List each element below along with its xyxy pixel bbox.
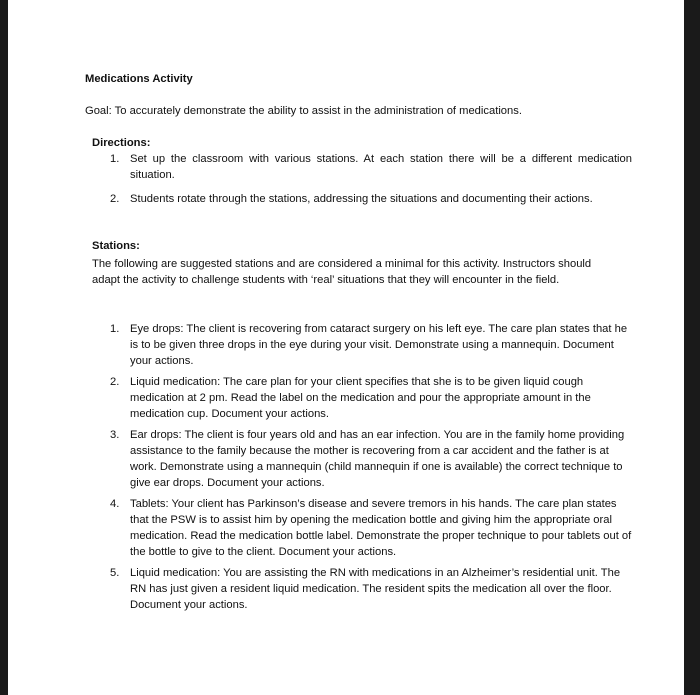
item-number: 2. [110, 376, 120, 388]
directions-item [92, 151, 632, 183]
directions-list [92, 151, 632, 215]
stations-heading: Stations: [92, 240, 140, 252]
station-item [92, 321, 632, 369]
item-text: Ear drops: The client is four years old and has an ear infection. You are in the family home providing assistance to the family because the mother is recovering from a car accident and the father is at work. Demonstrate using a mannequin (child mannequin if one is available) the correct technique to give ear drops. Document your actions. [130, 429, 625, 489]
item-text: Tablets: Your client has Parkinson’s disease and severe tremors in his hands. The care plan states that the PSW is to assist him by opening the medication bottle and giving him the appropriate oral medication. Read the medication bottle label. Demonstrate the proper technique to pour tablets out of the bottle to give to the client. Document your actions. [130, 498, 632, 558]
item-text: Eye drops: The client is recovering from cataract surgery on his left eye. The care plan states that he is to be given three drops in the eye during your visit. Demonstrate using a mannequin. Document your actions. [130, 323, 628, 367]
item-number: 2. [110, 193, 120, 205]
item-text: Liquid medication: The care plan for your client specifies that she is to be given liquid cough medication at 2 pm. Read the label on the medication and pour the appropriate amount in the medication cup. Document your actions. [130, 376, 591, 420]
item-number: 5. [110, 567, 120, 579]
stations-intro: The following are suggested stations and are considered a minimal for this activity. Instructors should adapt the activity to challenge students with ‘real’ situations that they will encounter in the field. [92, 258, 592, 286]
directions-item [92, 191, 632, 207]
station-item [92, 374, 632, 422]
item-number: 1. [110, 153, 120, 165]
goal-statement: Goal: To accurately demonstrate the ability to assist in the administration of medications. [85, 105, 522, 117]
item-text: Liquid medication: You are assisting the RN with medications in an Alzheimer’s residential unit. The RN has just given a resident liquid medication. The resident spits the medication all over the floor. Document your actions. [130, 567, 621, 611]
item-number: 4. [110, 498, 120, 510]
station-item [92, 496, 632, 560]
directions-heading: Directions: [92, 137, 151, 149]
document-title: Medications Activity [85, 73, 193, 85]
item-number: 3. [110, 429, 120, 441]
stations-list [92, 321, 632, 618]
station-item [92, 565, 632, 613]
station-item [92, 427, 632, 491]
item-text: Set up the classroom with various stations. At each station there will be a different medication situation. [130, 153, 632, 181]
item-text: Students rotate through the stations, addressing the situations and documenting their actions. [130, 193, 593, 205]
document-page [8, 0, 684, 695]
item-number: 1. [110, 323, 120, 335]
